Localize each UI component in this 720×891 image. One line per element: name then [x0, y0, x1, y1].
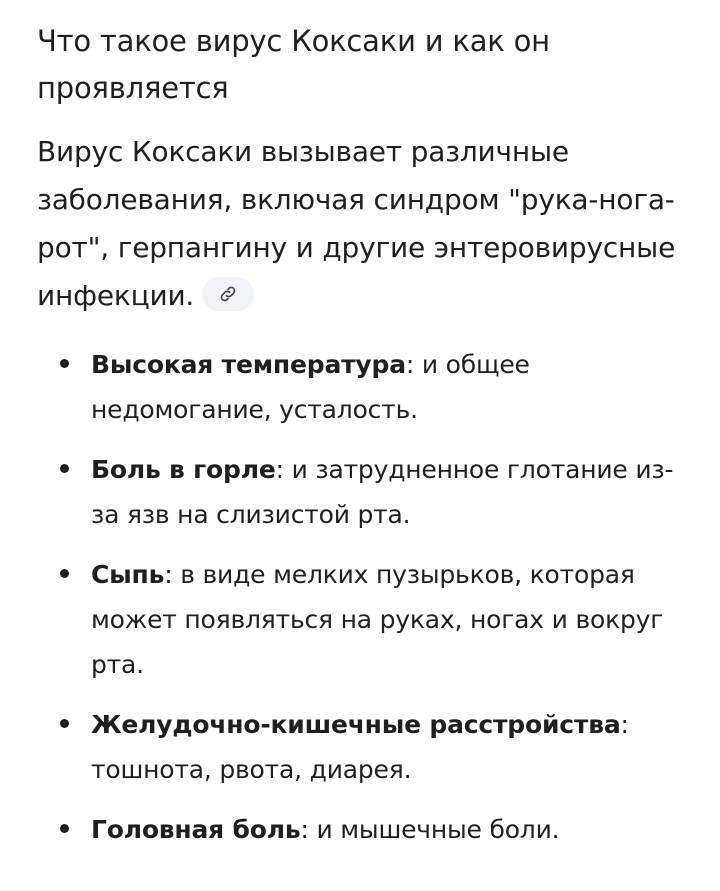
list-item — [37, 447, 697, 537]
symptom-term: Сыпь — [91, 560, 165, 589]
symptom-description: и мышечные боли. — [316, 815, 560, 844]
symptom-term: Высокая температура — [91, 350, 406, 379]
symptom-separator: : — [620, 710, 629, 739]
bullet-icon — [60, 464, 69, 473]
section-heading: Что такое вирус Коксаки и как он проявляется — [37, 24, 550, 105]
intro-text: Вирус Коксаки вызывает различные заболевания, включая синдром "рука-нога-рот", герпангину и другие энтеровирусные инфекции. — [37, 135, 676, 312]
symptom-description: и общее недомогание, усталость. — [91, 350, 530, 424]
symptom-term: Желудочно-кишечные расстройства — [91, 710, 621, 739]
symptom-description: в виде мелких пузырьков, которая может появляться на руках, ногах и вокруг рта. — [91, 560, 664, 679]
intro-paragraph — [37, 128, 697, 320]
symptom-description: и затрудненное глотание из-за язв на слизистой рта. — [91, 455, 674, 529]
symptom-term: Головная боль — [91, 815, 301, 844]
list-item — [37, 342, 697, 432]
symptom-separator: : — [300, 815, 317, 844]
symptom-description: тошнота, рвота, диарея. — [91, 755, 412, 784]
list-item — [37, 702, 697, 792]
source-link-chip[interactable] — [202, 277, 254, 311]
symptom-separator: : — [164, 560, 181, 589]
bullet-icon — [60, 569, 69, 578]
link-icon — [218, 284, 238, 304]
bullet-icon — [60, 824, 69, 833]
bullet-icon — [60, 719, 69, 728]
bullet-icon — [60, 359, 69, 368]
symptom-list — [37, 342, 697, 852]
symptom-separator: : — [405, 350, 422, 379]
symptom-separator: : — [275, 455, 292, 484]
list-item — [37, 807, 697, 852]
list-item — [37, 552, 697, 687]
answer-content — [37, 18, 697, 867]
symptom-term: Боль в горле — [91, 455, 276, 484]
